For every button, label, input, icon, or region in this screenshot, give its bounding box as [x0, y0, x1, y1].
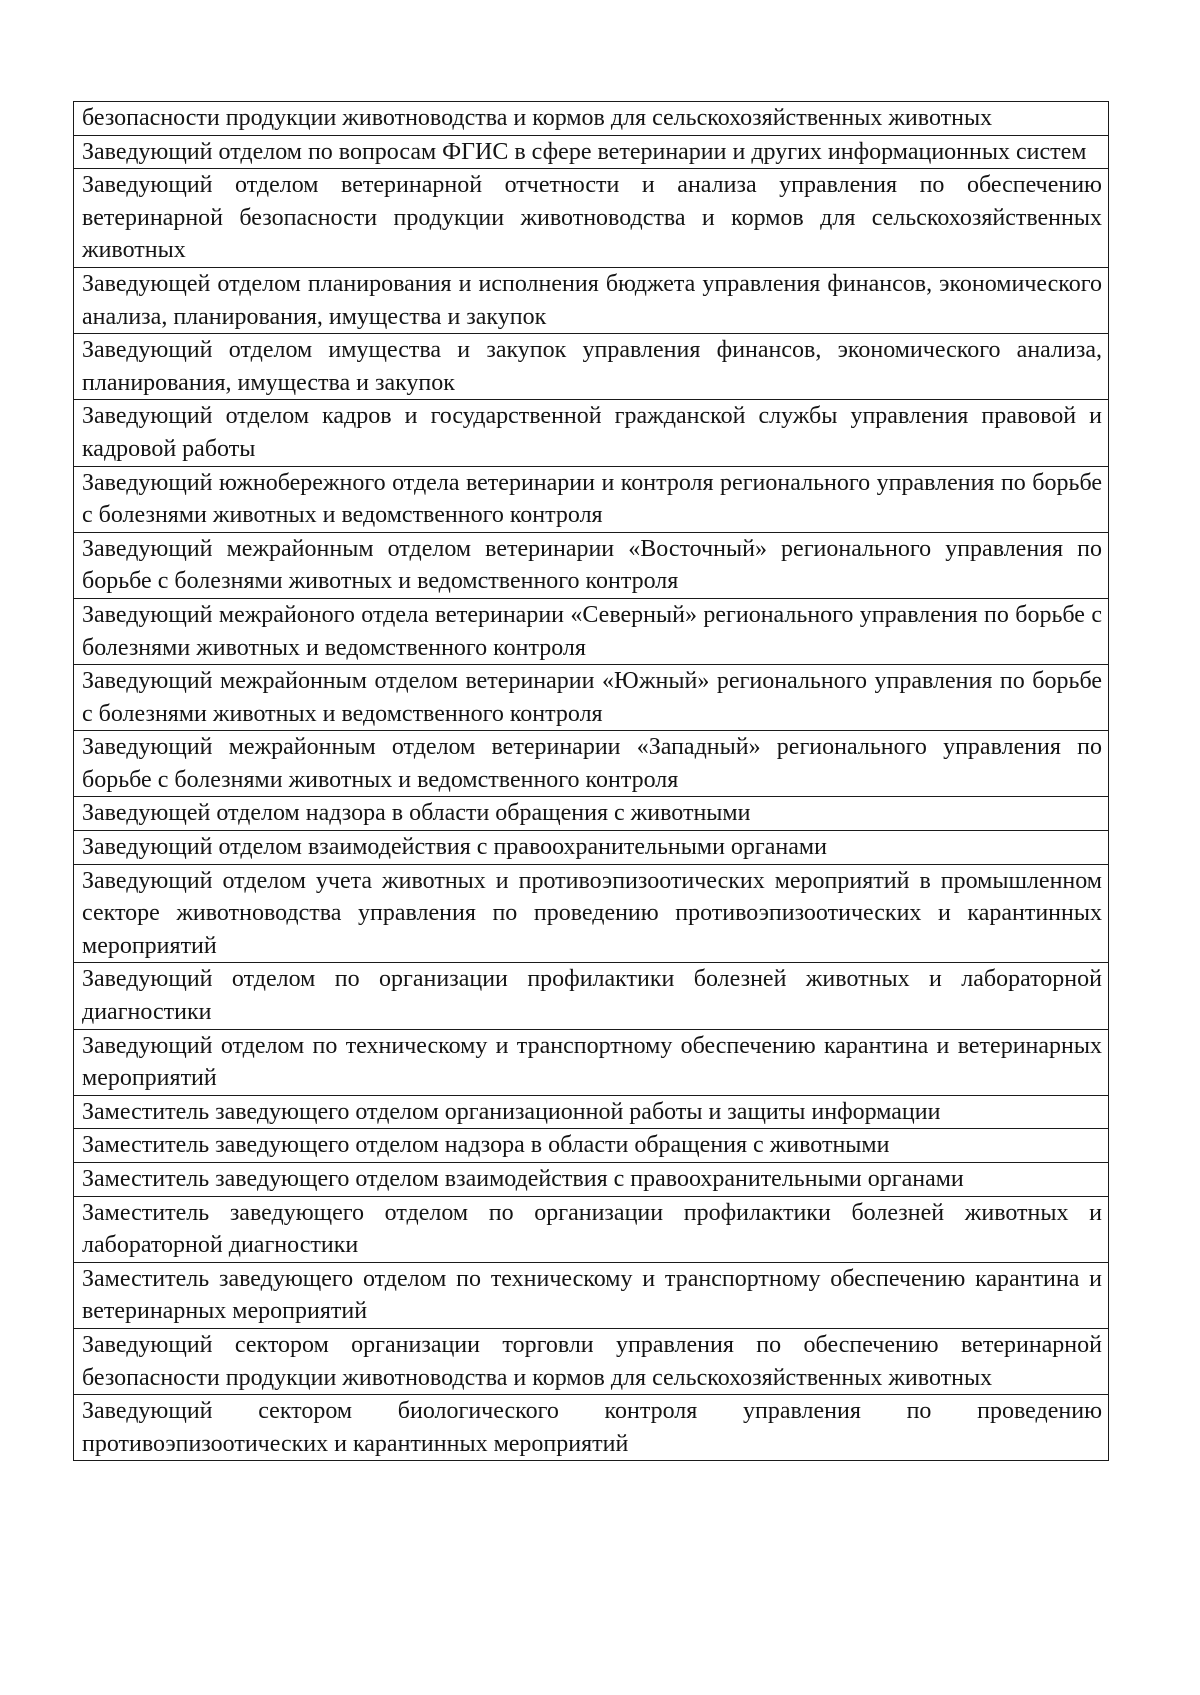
- table-row: [74, 467, 1108, 533]
- row-text: Заведующей отделом надзора в области обращения с животными: [82, 800, 751, 827]
- table-row: [74, 1197, 1108, 1263]
- row-text: Заместитель заведующего отделом по техническому и транспортному обеспечению карантина и ветеринарных мероприятий: [82, 1265, 1102, 1325]
- table-row: [74, 169, 1108, 268]
- row-text: Заведующий сектором организации торговли управления по обеспечению ветеринарной безопасности продукции животноводства и кормов для сельскохозяйственных животных: [82, 1331, 1102, 1391]
- table-row: [74, 797, 1108, 831]
- table-row: [74, 334, 1108, 400]
- row-text: Заведующий отделом ветеринарной отчетности и анализа управления по обеспечению ветеринарной безопасности продукции животноводства и кормов для сельскохозяйственных животных: [82, 172, 1102, 264]
- table-row: [74, 831, 1108, 865]
- row-text: Заведующий сектором биологического контроля управления по проведению противоэпизоотических и карантинных мероприятий: [82, 1398, 1102, 1457]
- row-text: Заведующий межрайонным отделом ветеринарии «Южный» регионального управления по борьбе с болезнями животных и ведомственного контроля: [82, 668, 1102, 727]
- row-text: Заведующий южнобережного отдела ветеринарии и контроля регионального управления по борьбе с болезнями животных и ведомственного контроля: [82, 469, 1102, 529]
- row-text: Заведующий отделом учета животных и противоэпизоотических мероприятий в промышленном секторе животноводства управления по проведению противоэпизоотических и карантинных мероприятий: [82, 867, 1102, 959]
- row-text: Заместитель заведующего отделом по организации профилактики болезней животных и лабораторной диагностики: [82, 1199, 1102, 1259]
- table-row: [74, 533, 1108, 599]
- row-text: Заместитель заведующего отделом взаимодействия с правоохранительными органами: [82, 1166, 964, 1192]
- row-text: безопасности продукции животноводства и кормов для сельскохозяйственных животных: [82, 105, 993, 131]
- positions-table: [73, 101, 1109, 1461]
- row-text: Заведующий отделом кадров и государственной гражданской службы управления правовой и кадровой работы: [82, 403, 1102, 462]
- row-text: Заведующий отделом имущества и закупок управления финансов, экономического анализа, планирования, имущества и закупок: [82, 337, 1102, 396]
- table-row: [74, 102, 1108, 136]
- table-row: [74, 268, 1108, 334]
- row-text: Заведующий межрайонным отделом ветеринарии «Западный» регионального управления по борьбе с болезнями животных и ведомственного контроля: [82, 734, 1102, 793]
- row-text: Заведующий отделом по вопросам ФГИС в сфере ветеринарии и других информационных систем: [82, 138, 1087, 165]
- table-row: [74, 1395, 1108, 1461]
- row-text: Заведующий межрайоного отдела ветеринарии «Северный» регионального управления по борьбе с болезнями животных и ведомственного контроля: [82, 601, 1102, 661]
- table-row: [74, 865, 1108, 964]
- table-row: [74, 1030, 1108, 1096]
- row-text: Заведующий отделом взаимодействия с правоохранительными органами: [82, 834, 827, 861]
- table-row: [74, 1129, 1108, 1163]
- table-row: [74, 1263, 1108, 1329]
- table-row: [74, 963, 1108, 1029]
- row-text: Заместитель заведующего отделом надзора в области обращения с животными: [82, 1132, 890, 1159]
- table-row: [74, 1163, 1108, 1197]
- row-text: Заместитель заведующего отделом организационной работы и защиты информации: [82, 1098, 941, 1125]
- row-text: Заведующий отделом по организации профилактики болезней животных и лабораторной диагностики: [82, 966, 1102, 1026]
- table-row: [74, 1096, 1108, 1130]
- table-row: [74, 665, 1108, 731]
- row-text: Заведующий межрайонным отделом ветеринарии «Восточный» регионального управления по борьбе с болезнями животных и ведомственного контроля: [82, 535, 1102, 595]
- row-text: Заведующий отделом по техническому и транспортному обеспечению карантина и ветеринарных мероприятий: [82, 1032, 1102, 1092]
- table-row: [74, 731, 1108, 797]
- row-text: Заведующей отделом планирования и исполнения бюджета управления финансов, экономического анализа, планирования, имущества и закупок: [82, 270, 1102, 330]
- table-row: [74, 599, 1108, 665]
- table-row: [74, 400, 1108, 466]
- table-row: [74, 1329, 1108, 1395]
- table-row: [74, 136, 1108, 170]
